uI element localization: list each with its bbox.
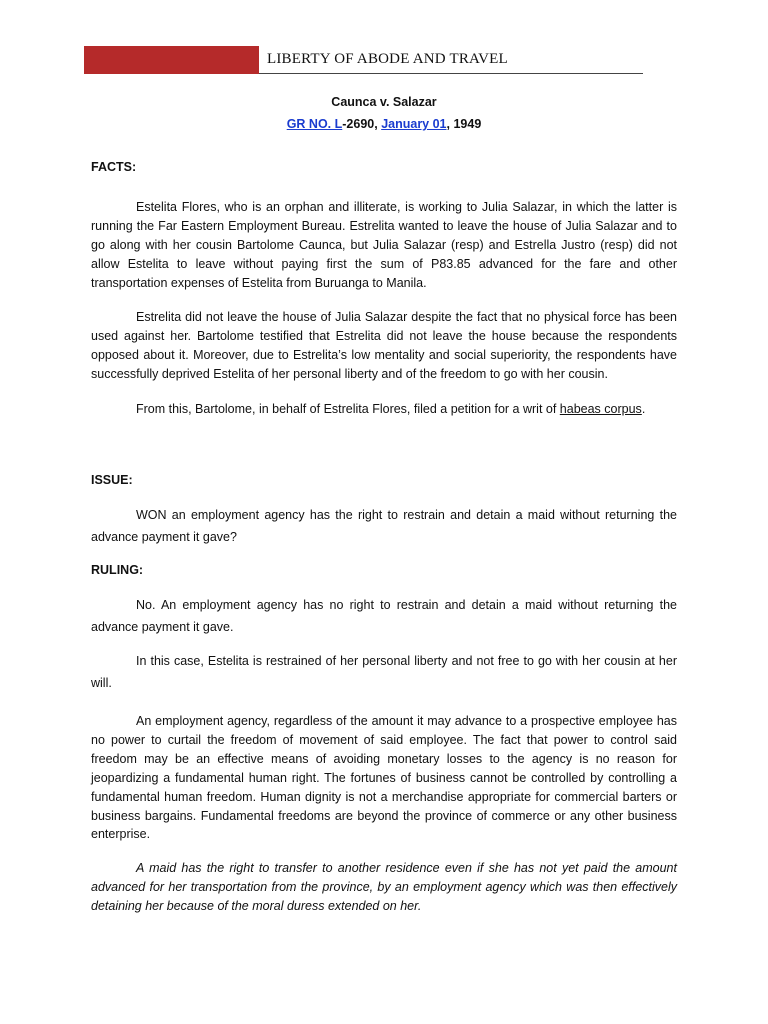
- year-text: , 1949: [446, 117, 482, 131]
- facts-heading: FACTS:: [91, 160, 137, 174]
- ruling-heading: RULING:: [91, 563, 144, 577]
- header-color-bar: [84, 46, 259, 74]
- facts-paragraph-3: [91, 400, 677, 419]
- ruling-paragraph-1: No. An employment agency has no right to restrain and detain a maid without returning the advance payment it gave.: [91, 598, 677, 634]
- ruling-paragraph-4: A maid has the right to transfer to another residence even if she has not yet paid the amount advanced for her transportation from the province, by an employment agency which was then effectively detaining her because of the moral duress extended on her.: [91, 861, 677, 913]
- gr-number-link[interactable]: GR NO. L: [286, 117, 343, 131]
- ruling-paragraph-3: An employment agency, regardless of the amount it may advance to a prospective employee has no power to curtail the freedom of movement of said employee. The fact that power to control said freedom may be an effective means of avoiding monetary losses to the agency is no reason for jeopardizing a fundamental human right. The fortunes of business cannot be controlled by controlling a fundamental human freedom. Human dignity is not a merchandise appropriate for commercial barters or business bargains. Fundamental freedoms are beyond the province of commerce or any other business enterprise.: [91, 714, 677, 842]
- facts-paragraph-2: Estrelita did not leave the house of Julia Salazar despite the fact that no physical force has been used against her. Bartolome testified that Estrelita did not leave the house because the respondents opposed about it. Moreover, due to Estrelita’s low mentality and social superiority, the respondents have successfully deprived Estelita of her personal liberty and of the freedom to go with her cousin.: [91, 310, 677, 381]
- facts-paragraph-1: Estelita Flores, who is an orphan and illiterate, is working to Julia Salazar, in which the latter is running the Far Eastern Employment Bureau. Estrelita wanted to leave the house of Julia Salazar and to go along with her cousin Bartolome Caunca, but Julia Salazar (resp) and Estrella Justro (resp) did not allow Estelita to leave without paying first the sum of P83.85 advanced for the fare and other transportation expenses of Estelita from Buruanga to Manila.: [91, 200, 677, 290]
- date-link[interactable]: January 01: [381, 117, 447, 131]
- habeas-corpus-link[interactable]: habeas corpus: [559, 402, 642, 416]
- facts-paragraph-3-text: From this, Bartolome, in behalf of Estrelita Flores, filed a petition for a writ of: [136, 402, 560, 416]
- case-citation: [0, 117, 768, 131]
- page-header-title: LIBERTY OF ABODE AND TRAVEL: [267, 51, 508, 67]
- issue-heading: ISSUE:: [91, 473, 133, 487]
- case-title: Caunca v. Salazar: [331, 95, 437, 109]
- header-rule: [259, 73, 643, 74]
- ruling-paragraph-2: In this case, Estelita is restrained of her personal liberty and not free to go with her cousin at her will.: [91, 654, 677, 690]
- gr-number-rest: -2690,: [342, 117, 382, 131]
- facts-paragraph-3-end: .: [641, 402, 646, 416]
- issue-paragraph: WON an employment agency has the right to restrain and detain a maid without returning the advance payment it gave?: [91, 508, 677, 544]
